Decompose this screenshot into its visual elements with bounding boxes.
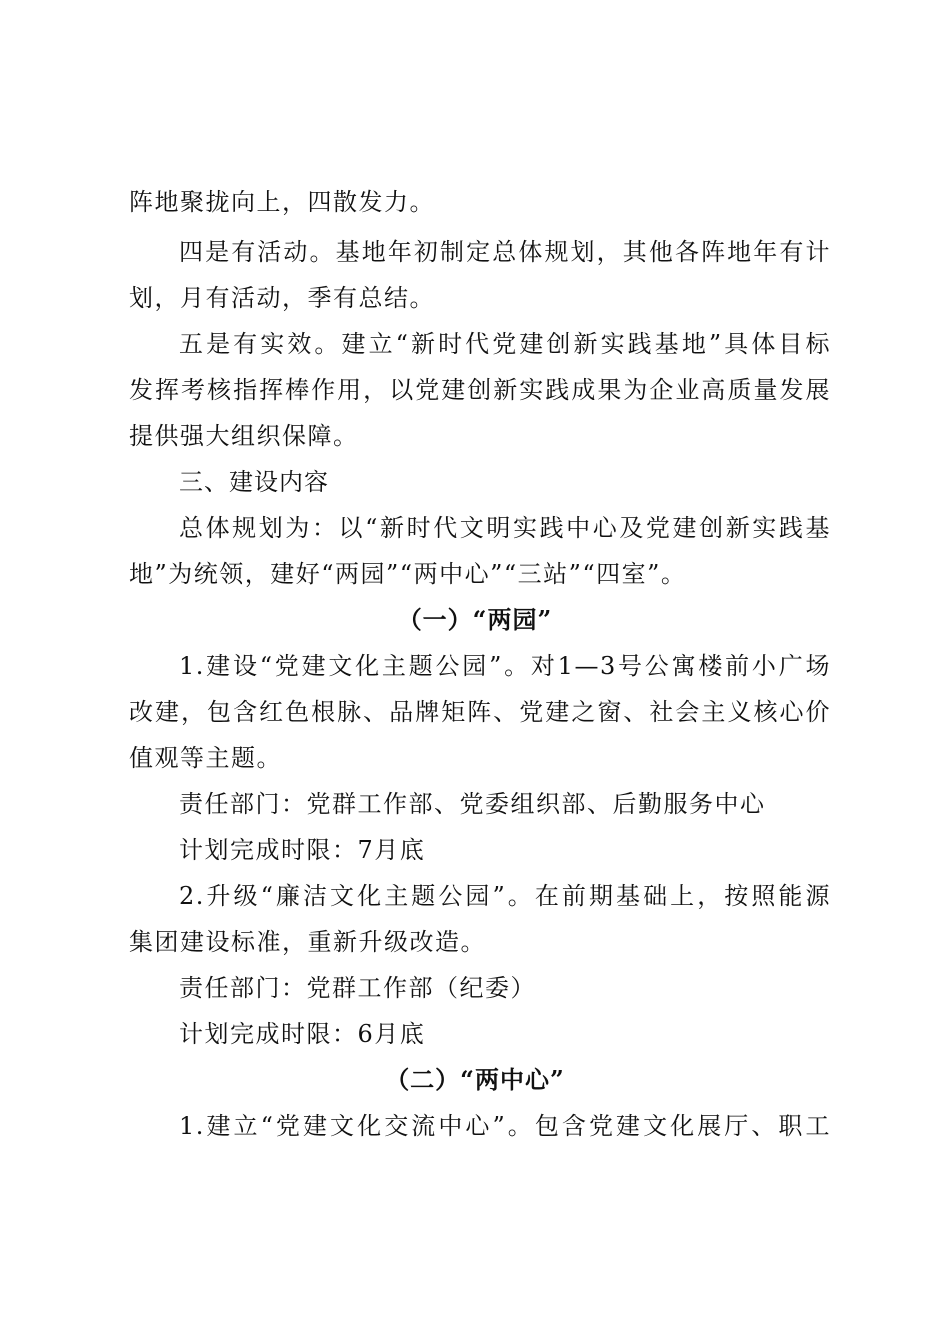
paragraph-line: 提供强大组织保障。 <box>129 422 359 450</box>
paragraph-line: 1.建设“党建文化主题公园”。对1—3号公寓楼前小广场 <box>179 652 831 680</box>
paragraph-line: 五是有实效。建立“新时代党建创新实践基地”具体目标 <box>179 330 831 358</box>
paragraph-line: 1.建立“党建文化交流中心”。包含党建文化展厅、职工 <box>179 1112 831 1140</box>
deadline: 计划完成时限：7月底 <box>179 836 426 864</box>
paragraph-line: 2.升级“廉洁文化主题公园”。在前期基础上，按照能源 <box>179 882 831 910</box>
paragraph-line: 集团建设标准，重新升级改造。 <box>129 928 486 956</box>
paragraph-line: 发挥考核指挥棒作用，以党建创新实践成果为企业高质量发展 <box>129 376 831 404</box>
responsible-department: 责任部门：党群工作部、党委组织部、后勤服务中心 <box>179 790 766 818</box>
paragraph-line: 值观等主题。 <box>129 744 282 772</box>
paragraph-line: 地”为统领，建好“两园”“两中心”“三站”“四室”。 <box>129 560 687 588</box>
paragraph-line: 阵地聚拢向上，四散发力。 <box>129 188 435 216</box>
paragraph-line: 改建，包含红色根脉、品牌矩阵、党建之窗、社会主义核心价 <box>129 698 831 726</box>
responsible-department: 责任部门：党群工作部（纪委） <box>179 974 536 1002</box>
paragraph-line: 四是有活动。基地年初制定总体规划，其他各阵地年有计 <box>179 238 831 266</box>
section-heading: 三、建设内容 <box>179 468 329 496</box>
deadline: 计划完成时限：6月底 <box>179 1020 426 1048</box>
subsection-heading: （一）“两园” <box>397 605 553 634</box>
paragraph-line: 总体规划为：以“新时代文明实践中心及党建创新实践基 <box>179 514 831 542</box>
subsection-heading: （二）“两中心” <box>385 1065 565 1094</box>
paragraph-line: 划，月有活动，季有总结。 <box>129 284 435 312</box>
